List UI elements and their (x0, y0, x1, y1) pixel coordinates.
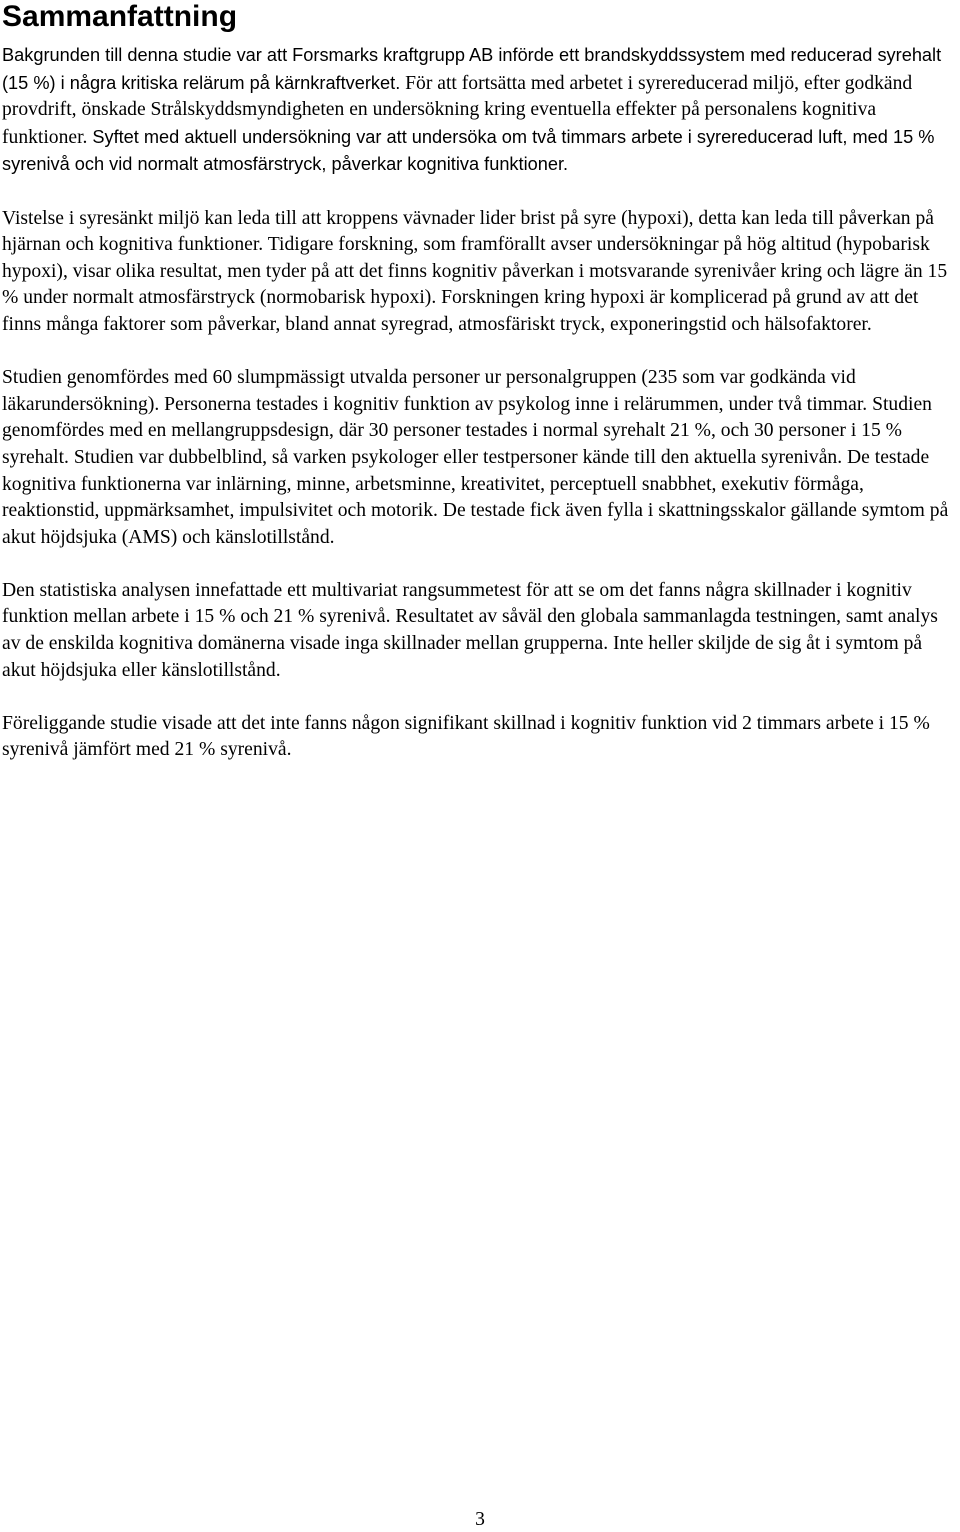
paragraph-analysis: Den statistiska analysen innefattade ett multivariat rangsummetest för att se om det fanns några skillnader i kognitiv funktion mellan arbete i 15 % och 21 % syrenivå. Resultatet av såväl den globala sammanlagda testningen, samt analys av de enskilda kognitiva domänerna visade inga skillnader mellan grupperna. Inte heller skiljde de sig åt i symtom på akut höjdsjuka eller känslotillstånd. (2, 579, 938, 681)
paragraph-conclusion: Föreliggande studie visade att det inte fanns någon signifikant skillnad i kognitiv funktion vid 2 timmars arbete i 15 % syrenivå jämfört med 21 % syrenivå. (2, 712, 930, 761)
paragraph-hypoxia: Vistelse i syresänkt miljö kan leda till att kroppens vävnader lider brist på syre (hypoxi), detta kan leda till påverkan på hjärnan och kognitiva funktioner. Tidigare forskning, som framförallt avser undersökningar på hög altitud (hypobarisk hypoxi), visar olika resultat, men tyder på att det finns kognitiv påverkan i motsvarande syrenivåer kring och lägre än 15 % under normalt atmosfärstryck (normobarisk hypoxi). Forskningen kring hypoxi är komplicerad på grund av att det finns många faktorer som påverkar, bland annat syregrad, atmosfäriskt tryck, exponeringstid och hälsofaktorer. (2, 207, 948, 335)
summary-body (2, 42, 958, 791)
paragraph-background-purpose: Syftet med aktuell undersökning var att undersöka om två timmars arbete i syrereducerad luft, med 15 % syrenivå och vid normalt atmosfärstryck, påverkar kognitiva funktioner. (2, 126, 935, 175)
paragraph-background-intro: Bakgrunden till denna studie var att Forsmarks kraftgrupp AB införde ett brandskyddssystem med reducerad syrehalt (15 %) i några kritiska relärum på kärnkraftverket. (2, 45, 942, 93)
paragraph-background-continuation: För att fortsätta med arbetet i syrereducerad miljö, efter godkänd provdrift, önskade Strålskyddsmyndigheten en undersökning kring eventuella effekter på personalens kognitiva funktioner. (2, 72, 913, 148)
page-title: Sammanfattning (2, 0, 238, 33)
paragraph-method: Studien genomfördes med 60 slumpmässigt utvalda personer ur personalgruppen (235 som var godkända vid läkarundersökning). Personerna testades i kognitiv funktion av psykolog inne i relärummen, under två timmar. Studien genomfördes med en mellangruppsdesign, där 30 personer testades i normal syrehalt 21 %, och 30 personer i 15 % syrehalt. Studien var dubbelblind, så varken psykologer eller testpersoner kände till den aktuella syrenivån. De testade kognitiva funktionerna var inlärning, minne, arbetsminne, kreativitet, perceptuell snabbhet, exekutiv förmåga, reaktionstid, uppmärksamhet, impulsivitet och motorik. De testade fick även fylla i skattningsskalor gällande symtom på akut höjdsjuka (AMS) och känslotillstånd. (2, 367, 949, 548)
paragraph-background (2, 42, 958, 179)
page-number: 3 (475, 1509, 485, 1530)
